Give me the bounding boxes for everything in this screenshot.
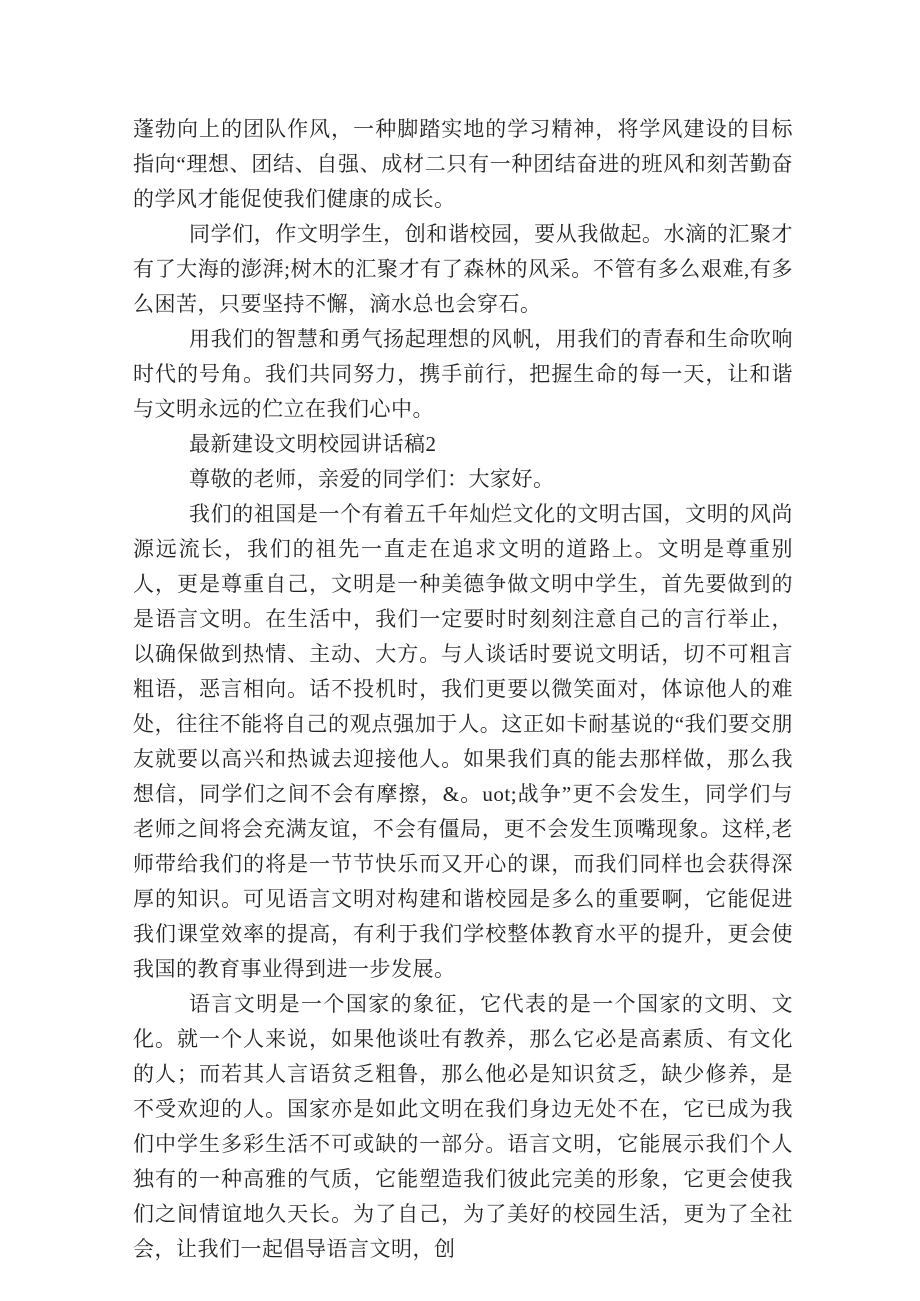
paragraph-students-call: 同学们，作文明学生，创和谐校园，要从我做起。水滴的汇聚才有了大海的澎湃;树木的汇聚才有了森林的风采。不管有多么艰难,有多么困苦，只要坚持不懈，滴水总也会穿石。 <box>133 222 793 316</box>
paragraph-language-civility: 我们的祖国是一个有着五千年灿烂文化的文明古国，文明的风尚源远流长，我们的祖先一直走在追求文明的道路上。文明是尊重别人，更是尊重自己，文明是一种美德争做文明中学生，首先要做到的是语言文明。在生活中，我们一定要时时刻刻注意自己的言行举止，以确保做到热情、主动、大方。与人谈话时要说文明话，切不可粗言粗语，恶言相向。话不投机时，我们更要以微笑面对，体谅他人的难处，往往不能将自己的观点强加于人。这正如卡耐基说的“我们要交朋友就要以高兴和热诚去迎接他人。如果我们真的能去那样做，那么我想信，同学们之间不会有摩擦，&。uot;战争”更不会发生，同学们与老师之间将会充满友谊，不会有僵局，更不会发生顶嘴现象。这样,老师带给我们的将是一节节快乐而又开心的课，而我们同样也会获得深厚的知识。可见语言文明对构建和谐校园是多么的重要啊，它能促进我们课堂效率的提高，有利于我们学校整体教育水平的提升，更会使我国的教育事业得到进一步发展。 <box>133 502 793 981</box>
text-block <box>133 112 793 1267</box>
paragraph-continuation: 蓬勃向上的团队作风，一种脚踏实地的学习精神，将学风建设的目标指向“理想、团结、自强、成材二只有一种团结奋进的班风和刻苦勤奋的学风才能促使我们健康的成长。 <box>133 117 793 211</box>
paragraph-national-symbol: 语言文明是一个国家的象征，它代表的是一个国家的文明、文化。就一个人来说，如果他谈吐有教养，那么它必是高素质、有文化的人；而若其人言语贫乏粗鲁，那么他必是知识贫乏，缺少修养，是不受欢迎的人。国家亦是如此文明在我们身边无处不在，它已成为我们中学生多彩生活不可或缺的一部分。语言文明，它能展示我们个人独有的一种高雅的气质，它能塑造我们彼此完美的形象，它更会使我们之间情谊地久天长。为了自己，为了美好的校园生活，更为了全社会，让我们一起倡导语言文明，创 <box>133 992 793 1261</box>
paragraph-wisdom-courage: 用我们的智慧和勇气扬起理想的风帆，用我们的青春和生命吹响时代的号角。我们共同努力，携手前行，把握生命的每一天，让和谐与文明永远的伫立在我们心中。 <box>133 327 793 421</box>
paragraph-salutation: 尊敬的老师，亲爱的同学们：大家好。 <box>189 467 555 491</box>
section-heading-speech-2: 最新建设文明校园讲话稿2 <box>189 432 437 456</box>
